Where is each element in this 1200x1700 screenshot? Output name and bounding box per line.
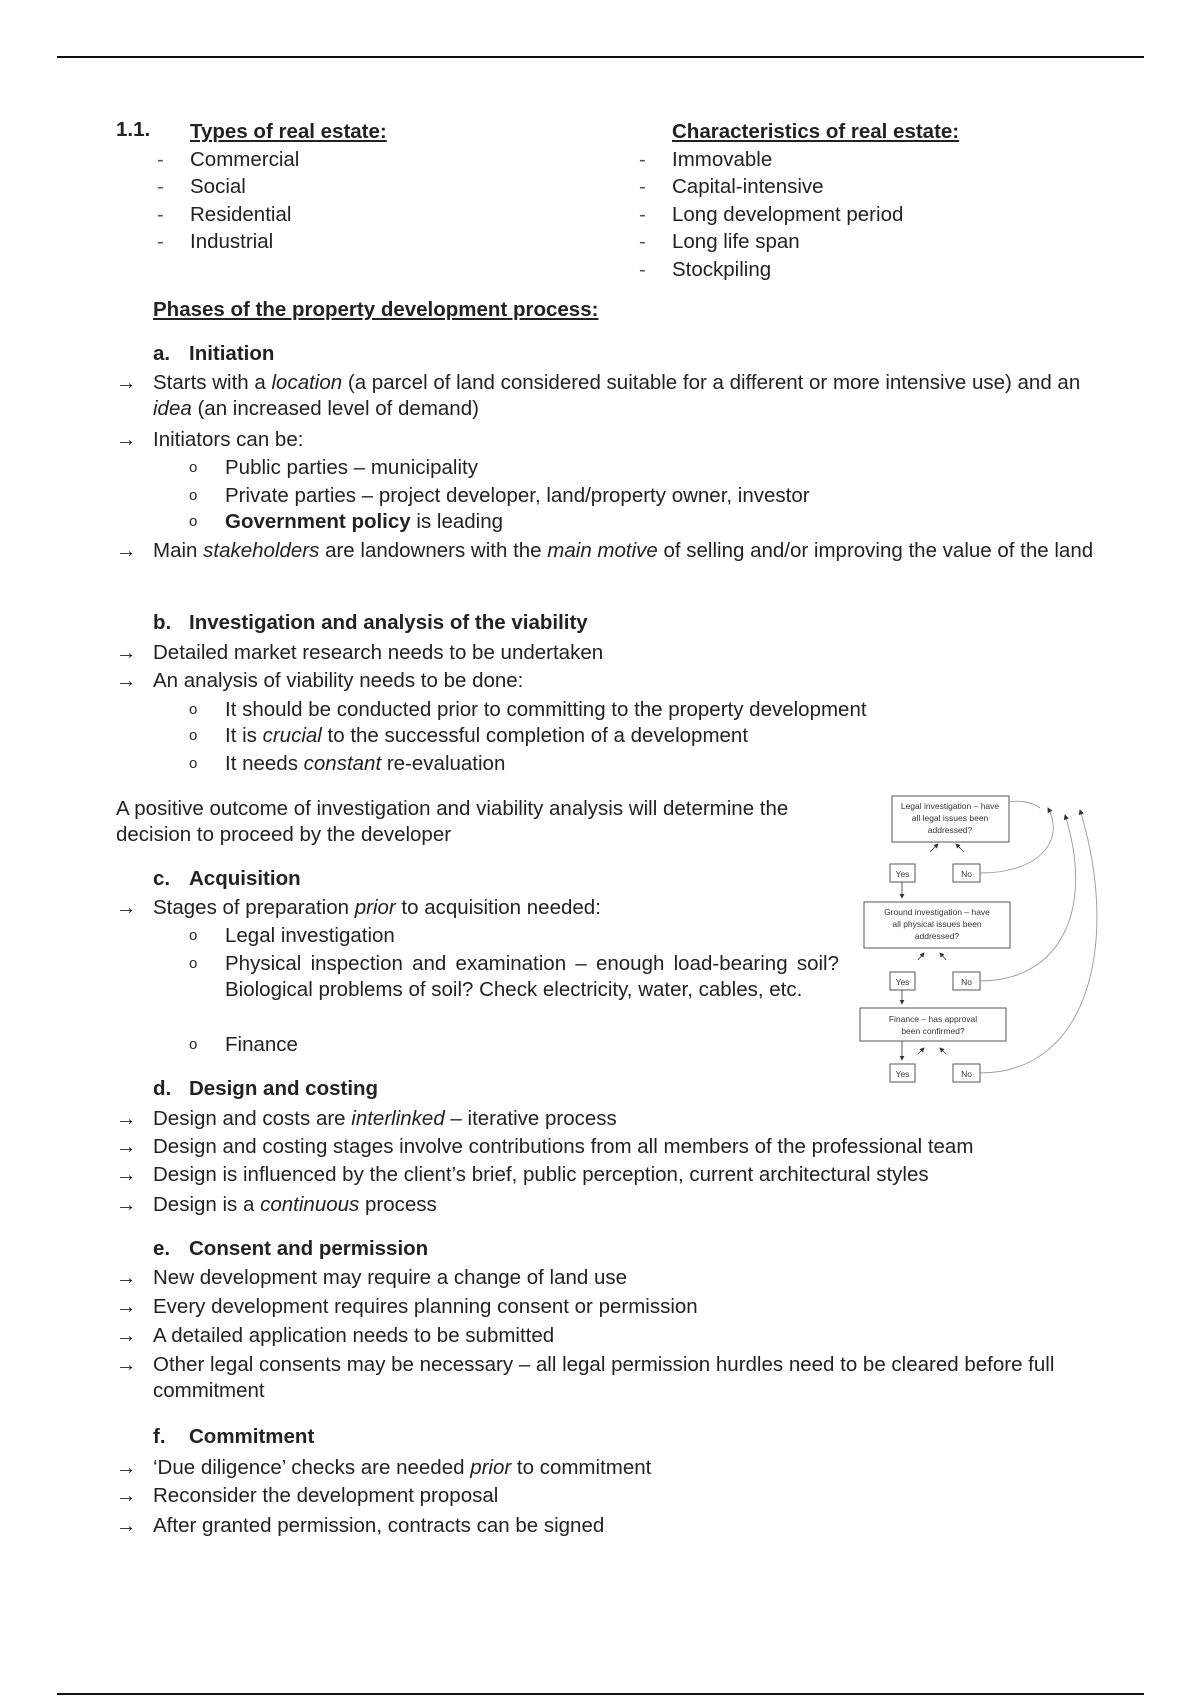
svg-text:Finance – has approval: Finance – has approval <box>888 1014 978 1024</box>
circle-bullet-icon: o <box>189 927 198 944</box>
svg-text:Legal investigation – have: Legal investigation – have <box>900 801 1000 811</box>
characteristics-list <box>639 146 959 284</box>
arrow-icon: → <box>116 896 137 919</box>
top-rule <box>57 56 1144 58</box>
subheading-consent: e. Consent and permission <box>153 1237 429 1260</box>
list-item: → Initiators can be: <box>116 428 304 451</box>
list-item: o Physical inspection and examination – enough load-bearing soil? Biological problems of soil? Check electricity, water, cables, etc. <box>189 952 839 1001</box>
phases-heading: Phases of the property development process: <box>153 298 599 321</box>
subheading-acquisition: c. Acquisition <box>153 867 301 890</box>
circle-bullet-icon: o <box>189 1036 198 1053</box>
subheading-investigation: b. Investigation and analysis of the viability <box>153 611 588 634</box>
list-item: - Long development period <box>639 202 904 226</box>
types-heading: Types of real estate: <box>190 120 387 143</box>
list-item: - Social <box>157 175 246 198</box>
subheading-design: d. Design and costing <box>153 1077 379 1100</box>
arrow-icon: → <box>116 371 137 394</box>
list-item: o Legal investigation <box>189 924 395 947</box>
acquisition-flowchart <box>850 790 1100 1090</box>
list-item: → Other legal consents may be necessary – all legal permission hurdles need to be cleared before full commitment <box>116 1353 1055 1402</box>
circle-bullet-icon: o <box>189 513 198 530</box>
list-item: o It needs constant re-evaluation <box>189 752 506 775</box>
circle-bullet-icon: o <box>189 487 198 504</box>
list-item: → Stages of preparation prior to acquisition needed: <box>116 896 601 919</box>
arrow-icon: → <box>116 1135 137 1158</box>
svg-text:Yes: Yes <box>895 977 910 987</box>
circle-bullet-icon: o <box>189 727 198 744</box>
svg-text:Ground investigation – have: Ground investigation – have <box>884 907 990 917</box>
characteristics-heading: Characteristics of real estate: <box>672 120 960 143</box>
subheading-commitment: f. Commitment <box>153 1425 315 1448</box>
svg-text:Yes: Yes <box>895 1069 910 1079</box>
list-item: → Reconsider the development proposal <box>116 1484 499 1507</box>
list-item: → Detailed market research needs to be undertaken <box>116 641 604 664</box>
svg-text:Yes: Yes <box>895 869 910 879</box>
circle-bullet-icon: o <box>189 755 198 772</box>
list-item: → Design is a continuous process <box>116 1193 437 1216</box>
bottom-rule <box>57 1693 1144 1695</box>
list-item: → Every development requires planning consent or permission <box>116 1295 698 1318</box>
svg-text:been confirmed?: been confirmed? <box>901 1026 965 1036</box>
list-item: - Long life span <box>639 230 800 253</box>
list-item: - Immovable <box>639 147 773 171</box>
list-item: o It should be conducted prior to committing to the property development <box>189 698 867 721</box>
svg-text:No: No <box>961 869 972 879</box>
circle-bullet-icon: o <box>189 955 198 972</box>
arrow-icon: → <box>116 1456 137 1479</box>
list-item: → Design and costing stages involve contributions from all members of the professional team <box>116 1135 974 1158</box>
circle-bullet-icon: o <box>189 701 198 718</box>
list-item: o Government policy is leading <box>189 510 503 533</box>
section-number: 1.1. <box>116 118 151 141</box>
list-item: - Commercial <box>157 147 300 171</box>
list-item: → New development may require a change of land use <box>116 1266 628 1289</box>
list-item: - Residential <box>157 202 292 226</box>
arrow-icon: → <box>116 428 137 451</box>
arrow-icon: → <box>116 1163 137 1186</box>
svg-text:addressed?: addressed? <box>914 931 960 941</box>
svg-text:No: No <box>961 977 972 987</box>
list-item: → A detailed application needs to be submitted <box>116 1324 555 1347</box>
arrow-icon: → <box>116 539 137 562</box>
arrow-icon: → <box>116 669 137 692</box>
arrow-icon: → <box>116 1193 137 1216</box>
finance-box <box>860 1008 1006 1041</box>
list-item: - Capital-intensive <box>639 175 824 198</box>
subheading-initiation: a. Initiation <box>153 342 275 365</box>
arrow-icon: → <box>116 1353 137 1376</box>
arrow-icon: → <box>116 1266 137 1289</box>
list-item: → Design and costs are interlinked – iterative process <box>116 1107 617 1130</box>
circle-bullet-icon: o <box>189 459 198 476</box>
list-item: o Private parties – project developer, land/property owner, investor <box>189 484 810 507</box>
list-item: → After granted permission, contracts can be signed <box>116 1514 605 1537</box>
arrow-icon: → <box>116 1324 137 1347</box>
list-item: → Design is influenced by the client’s brief, public perception, current architectural styles <box>116 1163 929 1186</box>
svg-text:addressed?: addressed? <box>927 825 973 835</box>
list-item: o Public parties – municipality <box>189 456 478 479</box>
list-item: o Finance <box>189 1033 298 1056</box>
types-list <box>157 146 387 256</box>
characteristics-column <box>639 118 960 283</box>
list-item: - Stockpiling <box>639 257 772 281</box>
arrow-icon: → <box>116 1295 137 1318</box>
list-item: → Main stakeholders are landowners with the main motive of selling and/or improving the value of the land <box>116 539 1094 562</box>
svg-text:No: No <box>961 1069 972 1079</box>
types-column <box>157 118 387 256</box>
svg-text:all legal issues been: all legal issues been <box>911 813 989 823</box>
list-item: o It is crucial to the successful completion of a development <box>189 724 749 747</box>
viability-paragraph: A positive outcome of investigation and viability analysis will determine the decision to proceed by the developer <box>116 797 789 846</box>
list-item: → An analysis of viability needs to be done: <box>116 669 524 692</box>
arrow-icon: → <box>116 1107 137 1130</box>
arrow-icon: → <box>116 1514 137 1537</box>
list-item: - Industrial <box>157 230 274 253</box>
arrow-icon: → <box>116 1484 137 1507</box>
list-item: → Starts with a location (a parcel of land considered suitable for a different or more intensive use) and an idea (an increased level of demand) <box>116 371 1081 420</box>
list-item: → ‘Due diligence’ checks are needed prior to commitment <box>116 1456 652 1479</box>
arrow-icon: → <box>116 641 137 664</box>
svg-text:all physical issues been: all physical issues been <box>892 919 982 929</box>
